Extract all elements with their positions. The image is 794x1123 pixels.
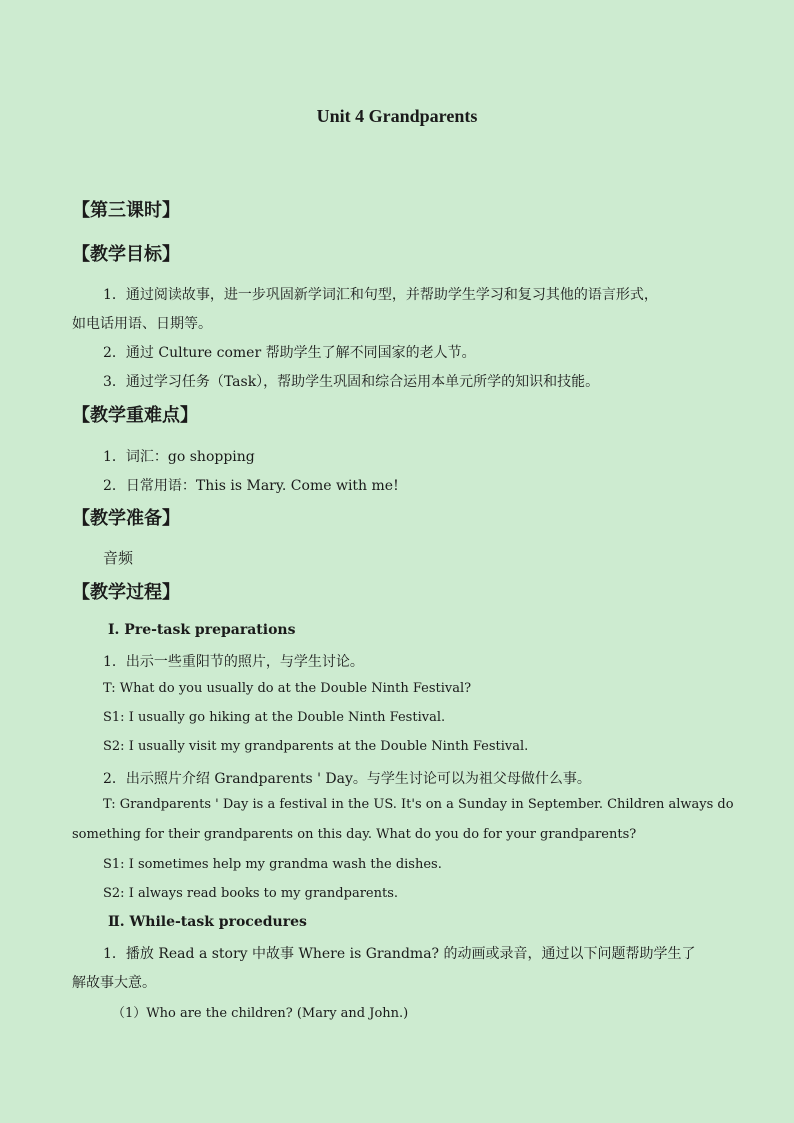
focus-line: 1．词汇：go shopping: [103, 449, 255, 465]
process-line: T: What do you usually do at the Double Ninth Festival?: [103, 681, 472, 696]
focus-heading: 【教学重难点】: [72, 405, 198, 426]
process-line: 1．出示一些重阳节的照片，与学生讨论。: [103, 654, 364, 670]
process-line: 解故事大意。: [72, 975, 156, 991]
prep-text: 音频: [103, 549, 134, 567]
page-title: Unit 4 Grandparents: [316, 106, 478, 126]
process-line: S2: I usually visit my grandparents at the Double Ninth Festival.: [103, 739, 529, 754]
process-line: S2: I always read books to my grandparents.: [103, 886, 399, 901]
section-heading: Ⅰ. Pre-task preparations: [108, 622, 296, 638]
focus-line: 2．日常用语：This is Mary. Come with me!: [103, 478, 399, 494]
process-line: 1．播放 Read a story 中故事 Where is Grandma? 的动画或录音，通过以下问题帮助学生了: [103, 946, 696, 962]
goal-line: 如电话用语、日期等。: [72, 316, 212, 332]
process-line: S1: I usually go hiking at the Double Ninth Festival.: [103, 710, 446, 725]
process-line: 2．出示照片介绍 Grandparents ' Day。与学生讨论可以为祖父母做什么事。: [103, 771, 591, 787]
process-line: （1）Who are the children? (Mary and John.): [112, 1006, 409, 1021]
section-heading: Ⅱ. While-task procedures: [108, 914, 307, 930]
prep-heading: 【教学准备】: [72, 508, 180, 529]
goals-heading: 【教学目标】: [72, 244, 180, 265]
process-line: something for their grandparents on this day. What do you do for your grandparents?: [72, 827, 637, 842]
goal-line: 2．通过 Culture comer 帮助学生了解不同国家的老人节。: [103, 345, 476, 361]
process-line: T: Grandparents ' Day is a festival in the US. It's on a Sunday in September. Children always do: [103, 797, 734, 812]
goal-line: 3．通过学习任务（Task），帮助学生巩固和综合运用本单元所学的知识和技能。: [103, 374, 600, 390]
goal-line: 1．通过阅读故事，进一步巩固新学词汇和句型，并帮助学生学习和复习其他的语言形式，: [103, 287, 658, 303]
lesson-heading: 【第三课时】: [72, 200, 180, 221]
process-line: S1: I sometimes help my grandma wash the dishes.: [103, 857, 442, 872]
process-heading: 【教学过程】: [72, 582, 180, 603]
